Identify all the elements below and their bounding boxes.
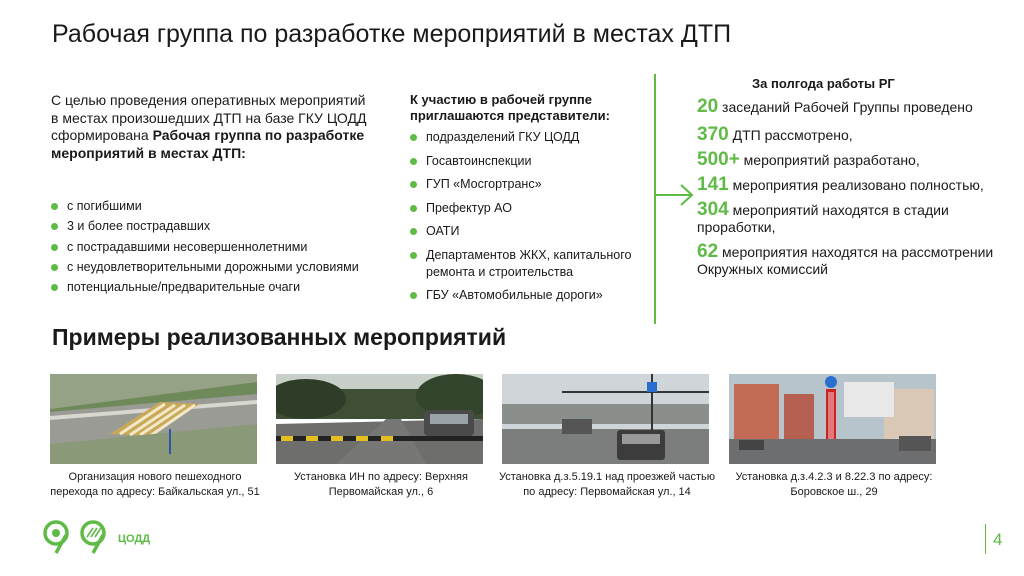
stat-item [697, 201, 997, 236]
stats-list [697, 98, 997, 285]
intro-bold-text: Рабочая группа по разработке мероприятий в местах ДТП: [51, 127, 365, 161]
bullet-icon [410, 228, 417, 235]
bullet-icon [51, 244, 58, 251]
participants-heading: К участию в рабочей группе приглашаются представители: [410, 92, 610, 123]
photo-overhead-sign [502, 374, 709, 464]
criteria-item: с пострадавшими несовершеннолетними [51, 237, 391, 257]
participant-item: подразделений ГКУ ЦОДД [410, 129, 650, 146]
bullet-icon [410, 252, 417, 259]
stat-number: 304 [697, 199, 729, 220]
intro-text: С целью проведения оперативных мероприятий в местах произошедших ДТП на базе ГКУ ЦОДД сформирована [51, 92, 367, 143]
page-title: Рабочая группа по разработке мероприятий в местах ДТП [52, 20, 732, 48]
participant-item: ГБУ «Автомобильные дороги» [410, 287, 650, 304]
photo-caption: Организация нового пешеходного перехода по адресу: Байкальская ул., 51 [50, 471, 260, 498]
stat-text: мероприятия реализовано полностью, [728, 177, 984, 193]
criteria-item: с неудовлетворительными дорожными условиями [51, 257, 391, 277]
photo-speed-bump [276, 374, 483, 464]
bullet-icon [410, 181, 417, 188]
stat-item [697, 176, 997, 194]
stats-heading: За полгода работы РГ [752, 76, 895, 91]
stat-number: 370 [697, 124, 729, 145]
criteria-list [51, 196, 391, 297]
participant-item: ГУП «Мосгортранс» [410, 176, 650, 193]
participant-item: Префектур АО [410, 200, 650, 217]
criteria-item: 3 и более пострадавших [51, 216, 391, 236]
stat-text: мероприятия находятся на рассмотрении Окружных комиссий [697, 244, 994, 277]
bullet-icon [51, 264, 58, 271]
photo-crosswalk [50, 374, 257, 464]
photo-caption: Установка д.з.5.19.1 над проезжей частью по адресу: Первомайская ул., 14 [498, 471, 716, 498]
stat-number: 20 [697, 96, 719, 117]
stat-number: 62 [697, 241, 719, 262]
page-number-divider [985, 524, 986, 554]
participant-item: ОАТИ [410, 223, 650, 240]
stat-text: мероприятий находятся в стадии проработки, [697, 202, 949, 235]
bullet-icon [410, 292, 417, 299]
participant-item: Госавтоинспекции [410, 153, 650, 170]
examples-heading: Примеры реализованных мероприятий [52, 324, 507, 350]
stat-item [697, 243, 997, 278]
bullet-icon [51, 203, 58, 210]
participants-list [410, 129, 650, 311]
participant-item: Департаментов ЖКХ, капитального ремонта и строительства [410, 247, 650, 281]
logo-text: ЦОДД [118, 533, 151, 545]
page-number: 4 [993, 530, 1003, 549]
stat-item [697, 151, 997, 169]
bullet-icon [410, 205, 417, 212]
stat-text: мероприятий разработано, [739, 152, 920, 168]
stat-text: ДТП рассмотрено, [728, 127, 853, 143]
stat-text: заседаний Рабочей Группы проведено [718, 99, 973, 115]
stat-number: 500+ [697, 149, 740, 170]
photo-caption: Установка ИН по адресу: Верхняя Первомайская ул., 6 [294, 471, 468, 498]
intro-paragraph [51, 92, 371, 162]
bullet-icon [51, 284, 58, 291]
criteria-item: потенциальные/предварительные очаги [51, 277, 391, 297]
stat-item [697, 98, 997, 116]
bullet-icon [51, 223, 58, 230]
photo-caption: Установка д.з.4.2.3 и 8.22.3 по адресу: Боровское ш., 29 [735, 471, 933, 498]
photo-highway-signs [729, 374, 936, 464]
criteria-item: с погибшими [51, 196, 391, 216]
stat-item [697, 126, 997, 144]
bullet-icon [410, 158, 417, 165]
stat-number: 141 [697, 174, 729, 195]
arrow-right-icon [655, 180, 695, 210]
codd-logo-icon [42, 518, 114, 556]
bullet-icon [410, 134, 417, 141]
